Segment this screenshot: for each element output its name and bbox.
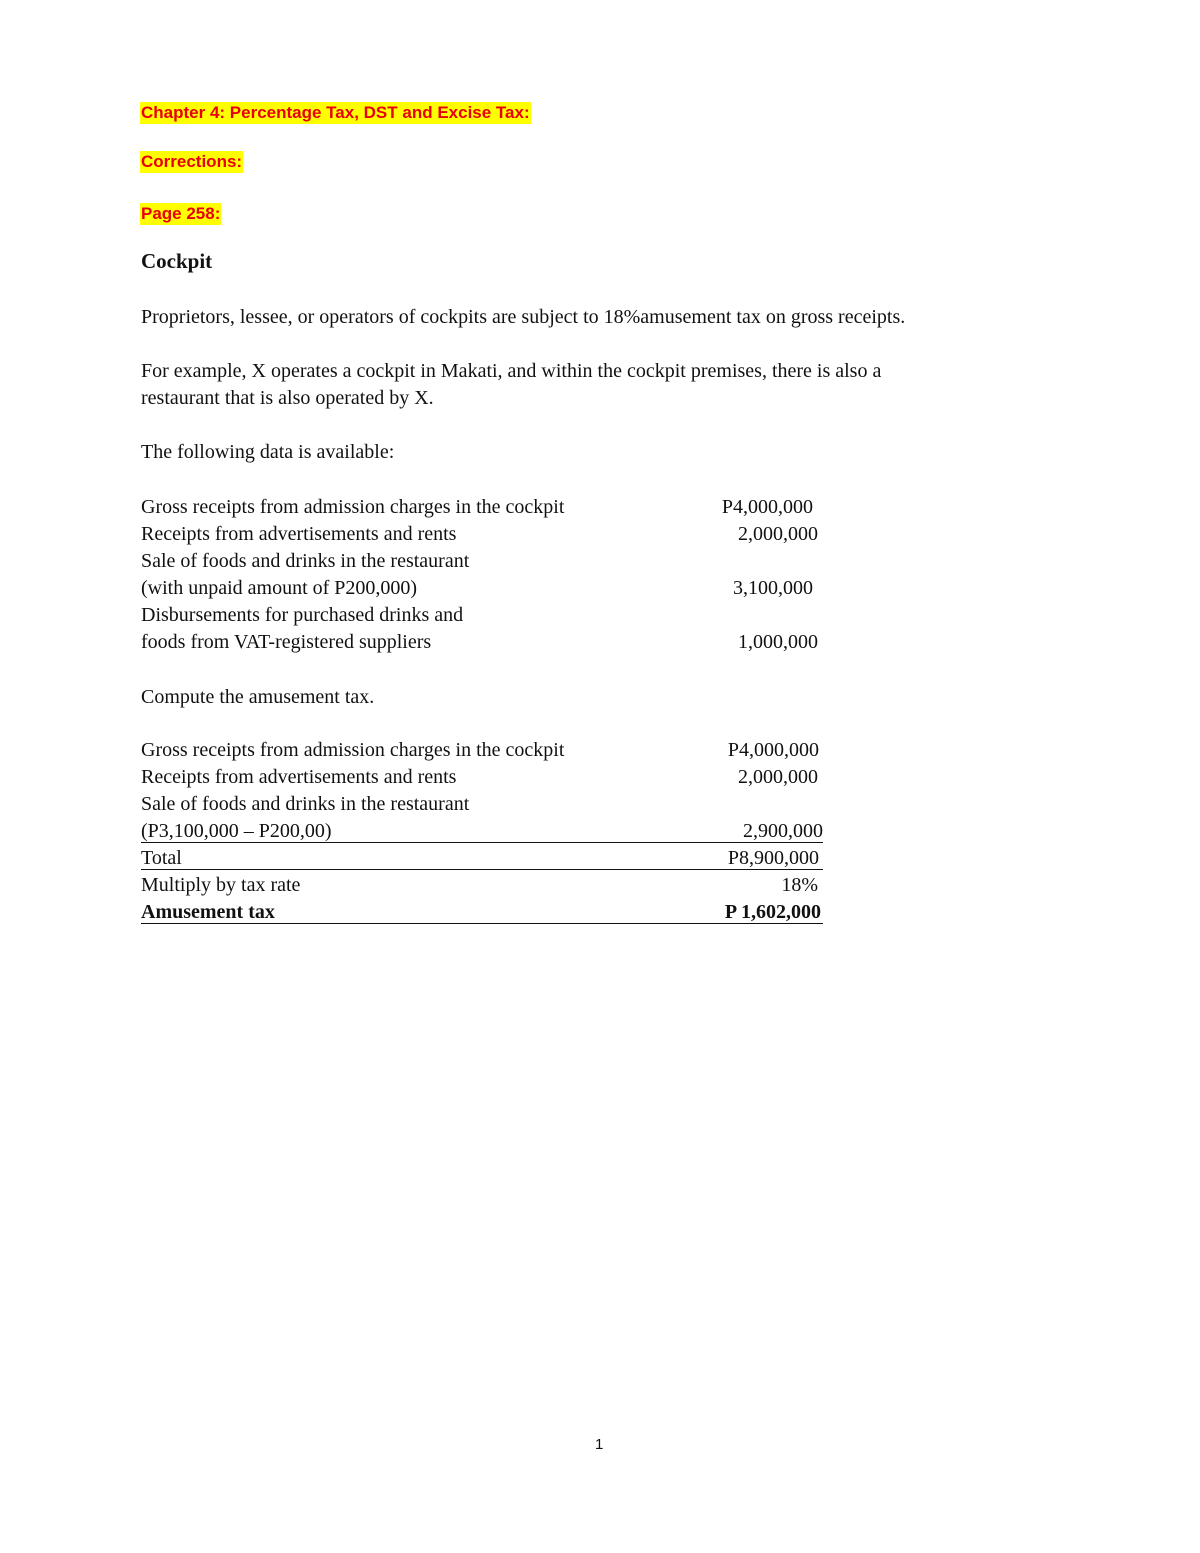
page-number: 1 (595, 1436, 604, 1453)
data-row-label: foods from VAT-registered suppliers (141, 631, 432, 653)
computation-row-value: P4,000,000 (727, 739, 819, 761)
data-row-value: P4,000,000 (721, 496, 813, 518)
paragraph-example-line2: restaurant that is also operated by X. (141, 387, 434, 409)
computation-row-value: 2,900,000 (743, 820, 823, 842)
paragraph-compute: Compute the amusement tax. (141, 686, 375, 708)
data-row-value: 2,000,000 (738, 523, 818, 545)
divider-line (141, 842, 823, 843)
data-row-label: Gross receipts from admission charges in the cockpit (141, 496, 565, 518)
computation-total-value: P 1,602,000 (724, 901, 821, 923)
data-row-label: (with unpaid amount of P200,000) (141, 577, 418, 599)
corrections-heading: Corrections: (141, 152, 243, 171)
computation-row-label: Receipts from advertisements and rents (141, 766, 457, 788)
page-reference: Page 258: (141, 204, 221, 223)
chapter-heading: Chapter 4: Percentage Tax, DST and Excise Tax: (141, 103, 530, 122)
divider-line (141, 923, 823, 924)
data-row-value: 3,100,000 (733, 577, 813, 599)
data-row-value: 1,000,000 (738, 631, 818, 653)
computation-total-label: Amusement tax (141, 901, 275, 923)
section-title: Cockpit (141, 249, 213, 273)
computation-row-value: 2,000,000 (738, 766, 818, 788)
paragraph-data-intro: The following data is available: (141, 441, 395, 463)
computation-row-label: Gross receipts from admission charges in the cockpit (141, 739, 565, 761)
divider-line (141, 869, 823, 870)
data-row-label: Receipts from advertisements and rents (141, 523, 457, 545)
computation-row-value: 18% (781, 874, 818, 896)
data-row-label: Disbursements for purchased drinks and (141, 604, 464, 626)
computation-row-label: Total (141, 847, 182, 869)
computation-row-value: P8,900,000 (727, 847, 819, 869)
computation-row-label: Sale of foods and drinks in the restaurant (141, 793, 470, 815)
data-row-label: Sale of foods and drinks in the restaurant (141, 550, 470, 572)
computation-row-label: Multiply by tax rate (141, 874, 301, 896)
paragraph-example-line1: For example, X operates a cockpit in Makati, and within the cockpit premises, there is also a (141, 360, 882, 382)
paragraph-intro: Proprietors, lessee, or operators of cockpits are subject to 18%amusement tax on gross receipts. (141, 306, 906, 328)
computation-row-label: (P3,100,000 – P200,00) (141, 820, 332, 842)
